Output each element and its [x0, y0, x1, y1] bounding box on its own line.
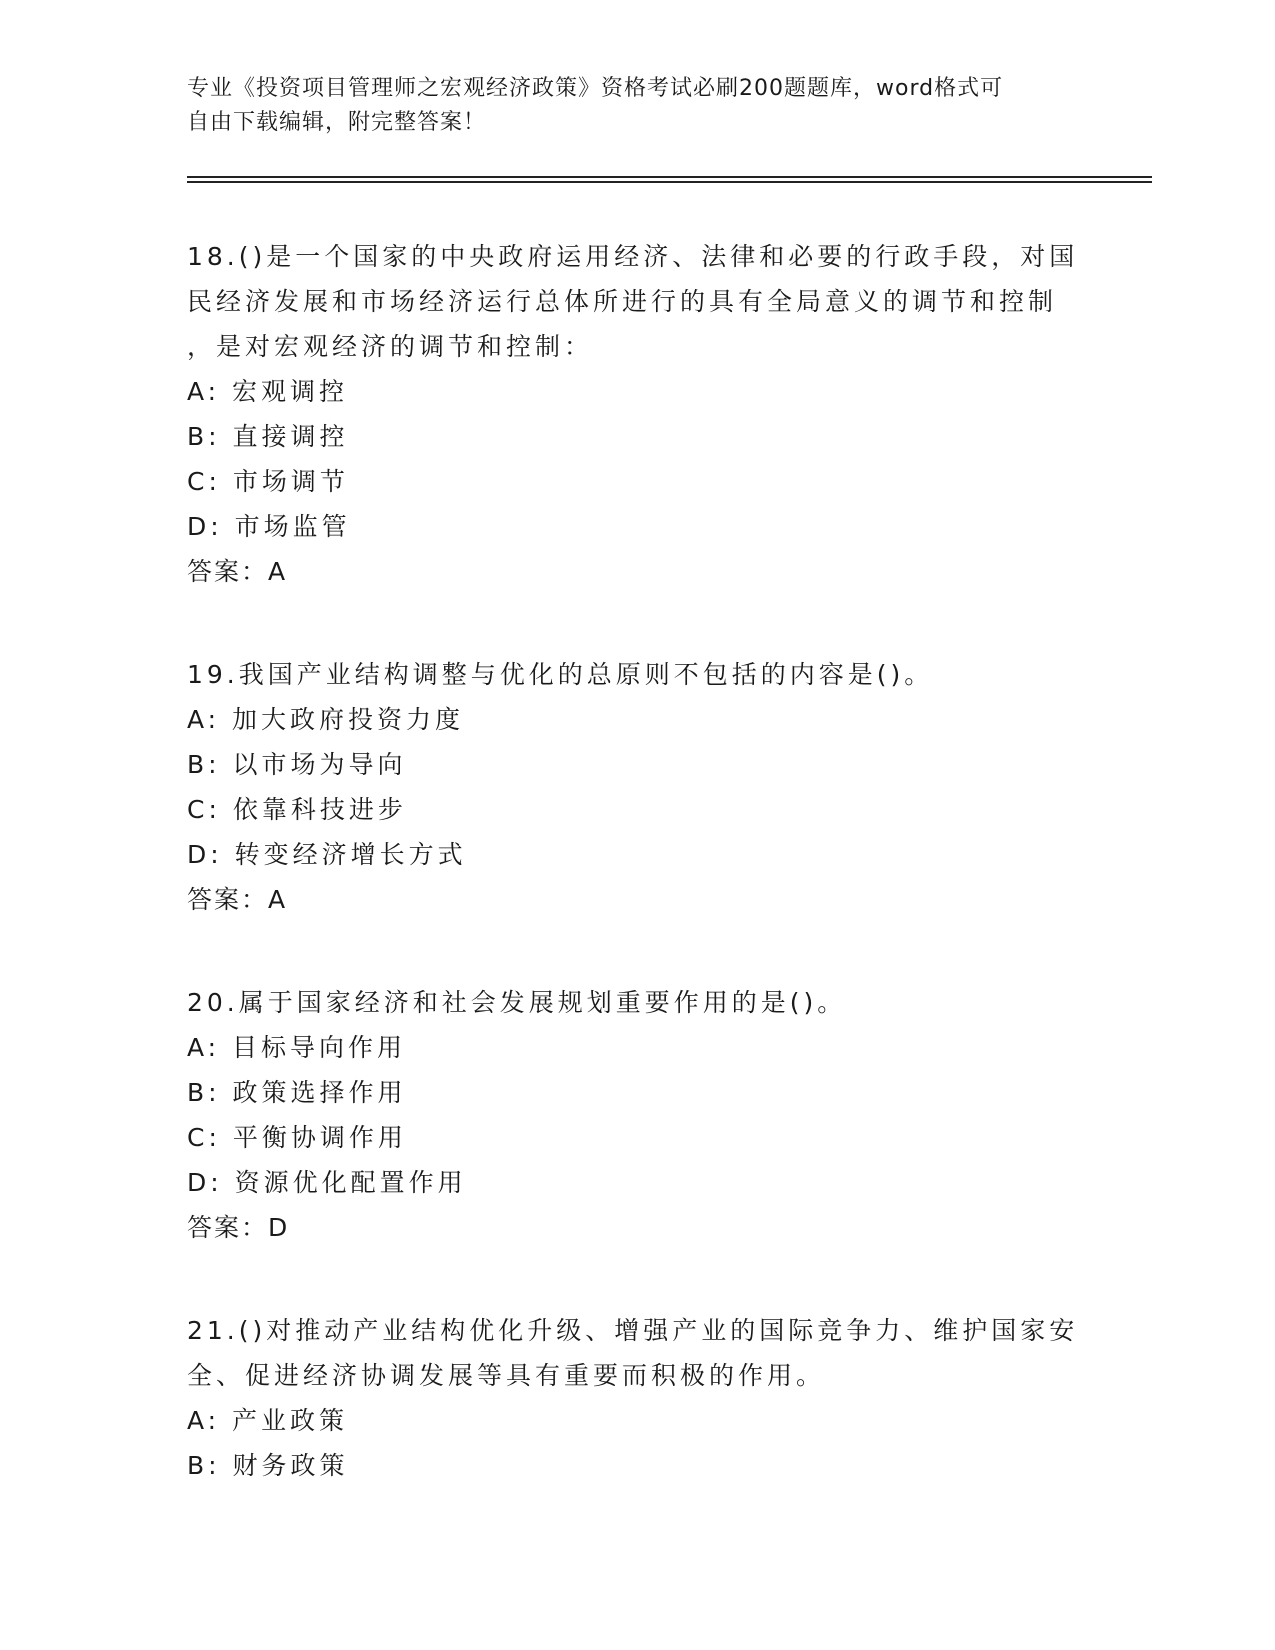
question-21	[187, 1308, 1087, 1488]
question-20	[187, 980, 1087, 1250]
question-list	[187, 234, 1087, 1488]
question-stem: 19.我国产业结构调整与优化的总原则不包括的内容是()。	[187, 660, 934, 689]
option-a: A: 加大政府投资力度	[187, 705, 465, 734]
question-stem: 20.属于国家经济和社会发展规划重要作用的是()。	[187, 988, 847, 1017]
option-d: D: 市场监管	[187, 512, 351, 541]
option-b: B: 直接调控	[187, 422, 349, 451]
answer: 答案：D	[187, 1213, 290, 1242]
answer: 答案：A	[187, 557, 288, 586]
option-d: D: 转变经济增长方式	[187, 840, 467, 869]
question-stem: 21.()对推动产业结构优化升级、增强产业的国际竞争力、维护国家安 全、促进经济协调发展等具有重要而积极的作用。	[187, 1316, 1079, 1390]
question-18	[187, 234, 1087, 594]
question-19	[187, 652, 1087, 922]
option-a: A: 目标导向作用	[187, 1033, 407, 1062]
option-b: B: 以市场为导向	[187, 750, 407, 779]
option-a: A: 产业政策	[187, 1406, 349, 1435]
option-a: A: 宏观调控	[187, 377, 349, 406]
answer: 答案：A	[187, 885, 288, 914]
question-stem: 18.()是一个国家的中央政府运用经济、法律和必要的行政手段，对国 民经济发展和市场经济运行总体所进行的具有全局意义的调节和控制 ，是对宏观经济的调节和控制：	[187, 242, 1079, 361]
header-divider-bottom	[187, 181, 1152, 183]
option-d: D: 资源优化配置作用	[187, 1168, 467, 1197]
option-b: B: 财务政策	[187, 1451, 349, 1480]
option-c: C: 市场调节	[187, 467, 349, 496]
document-header: 专业《投资项目管理师之宏观经济政策》资格考试必刷200题题库，word格式可 自由下载编辑，附完整答案！	[187, 76, 1004, 135]
option-c: C: 依靠科技进步	[187, 795, 407, 824]
option-c: C: 平衡协调作用	[187, 1123, 407, 1152]
header-divider-top	[187, 176, 1152, 178]
option-b: B: 政策选择作用	[187, 1078, 407, 1107]
